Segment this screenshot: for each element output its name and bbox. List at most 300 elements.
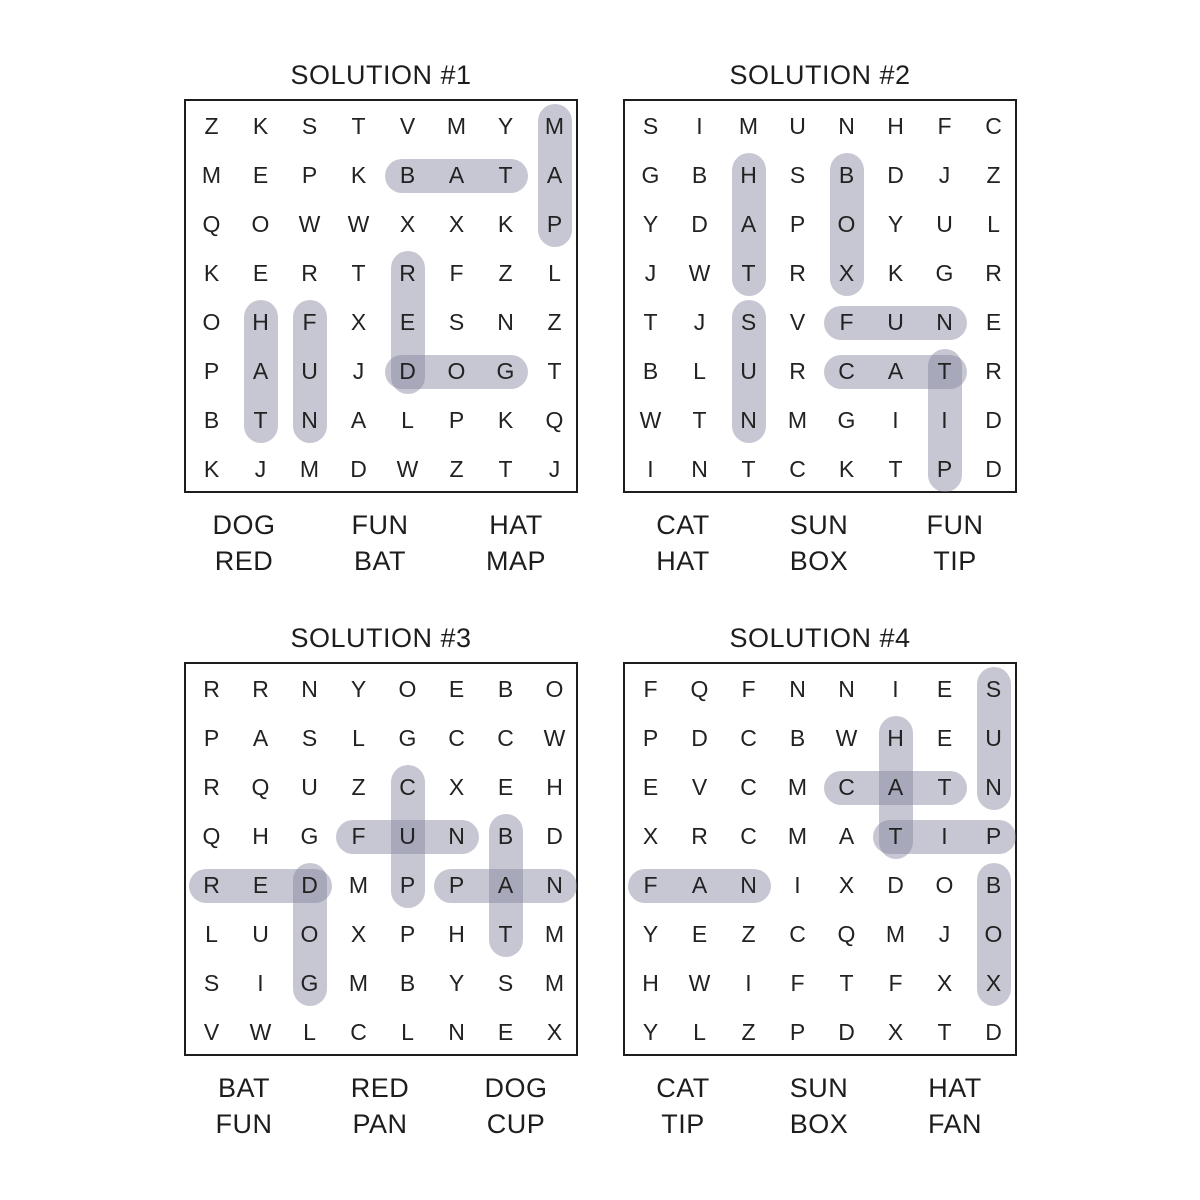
- grid-letter: Q: [837, 921, 856, 947]
- grid-letter: G: [935, 260, 954, 286]
- word-list-column: [325, 1070, 435, 1142]
- word-list-column: [189, 1070, 299, 1142]
- grid-letter: P: [399, 921, 416, 947]
- grid-letter: C: [838, 358, 855, 384]
- grid-letter: C: [740, 725, 757, 751]
- grid-letter: P: [448, 407, 465, 433]
- grid-letter: C: [350, 1019, 367, 1045]
- grid-letter: V: [203, 1019, 220, 1045]
- grid-letter: A: [350, 407, 367, 433]
- grid-letter: D: [985, 407, 1002, 433]
- grid-letter: O: [935, 872, 954, 898]
- grid-letter: Z: [449, 456, 464, 482]
- grid-letter: H: [252, 309, 269, 335]
- grid-letter: R: [789, 260, 806, 286]
- grid-letter: Y: [642, 211, 659, 237]
- grid-letter: T: [498, 921, 513, 947]
- grid-letter: J: [644, 260, 657, 286]
- letter-grid: [623, 99, 1017, 493]
- grid-letter: G: [496, 358, 515, 384]
- grid-letter: B: [985, 872, 1002, 898]
- grid-letter: G: [398, 725, 417, 751]
- grid-letter: X: [887, 1019, 904, 1045]
- word-list: [184, 507, 578, 587]
- grid-letter: Z: [351, 774, 366, 800]
- grid-letter: P: [301, 162, 318, 188]
- grid-letter: U: [740, 358, 757, 384]
- grid-letter: W: [396, 456, 419, 482]
- grid-letter: D: [887, 872, 904, 898]
- grid-letter: H: [887, 725, 904, 751]
- grid-letter: A: [691, 872, 708, 898]
- word-list-item: HAT: [928, 1073, 982, 1103]
- grid-letter: R: [301, 260, 318, 286]
- grid-letter: M: [544, 970, 565, 996]
- grid-letter: Z: [741, 1019, 756, 1045]
- puzzle-title: SOLUTION #3: [290, 623, 472, 653]
- grid-letter: Y: [497, 113, 514, 139]
- grid-letter: W: [298, 211, 321, 237]
- grid-letter: M: [299, 456, 320, 482]
- grid-letter: A: [740, 211, 757, 237]
- grid-letter: T: [253, 407, 268, 433]
- grid-letter: N: [740, 407, 757, 433]
- grid-letter: Y: [350, 676, 367, 702]
- grid-letter: A: [252, 358, 269, 384]
- grid-letter: B: [497, 823, 514, 849]
- grid-letter: D: [887, 162, 904, 188]
- grid-letter: M: [348, 970, 369, 996]
- grid-letter: T: [351, 113, 366, 139]
- grid-letter: T: [741, 456, 756, 482]
- grid-letter: Z: [204, 113, 219, 139]
- word-list-column: [461, 1070, 571, 1142]
- grid-letter: D: [985, 1019, 1002, 1045]
- grid-letter: G: [300, 970, 319, 996]
- word-list-item: HAT: [656, 546, 710, 576]
- word-list-column: [189, 507, 299, 579]
- word-list-column: [764, 507, 874, 579]
- grid-letter: L: [205, 921, 218, 947]
- grid-letter: T: [498, 162, 513, 188]
- letter-grid: [184, 99, 578, 493]
- grid-letter: T: [351, 260, 366, 286]
- grid-letter: Z: [986, 162, 1001, 188]
- word-list-item: TIP: [933, 546, 977, 576]
- grid-letter: N: [838, 676, 855, 702]
- grid-letter: L: [693, 1019, 706, 1045]
- grid-letter: B: [838, 162, 855, 188]
- grid-letter: X: [399, 211, 416, 237]
- grid-letter: C: [740, 774, 757, 800]
- grid-letter: X: [448, 211, 465, 237]
- grid-letter: I: [794, 872, 801, 898]
- grid-letter: S: [448, 309, 465, 335]
- grid-letter: G: [641, 162, 660, 188]
- grid-letter: P: [936, 456, 953, 482]
- grid-letter: M: [446, 113, 467, 139]
- grid-letter: I: [257, 970, 264, 996]
- grid-letter: T: [547, 358, 562, 384]
- grid-letter: B: [789, 725, 806, 751]
- word-list-column: [628, 1070, 738, 1142]
- grid-letter: F: [643, 872, 658, 898]
- grid-letter: X: [350, 921, 367, 947]
- grid-letter: Y: [448, 970, 465, 996]
- grid-letter: P: [448, 872, 465, 898]
- grid-letter: D: [691, 725, 708, 751]
- grid-letter: F: [449, 260, 464, 286]
- grid-letter: Q: [251, 774, 270, 800]
- grid-letter: S: [301, 113, 318, 139]
- grid-letter: F: [790, 970, 805, 996]
- grid-letter: N: [301, 676, 318, 702]
- grid-letter: I: [892, 407, 899, 433]
- grid-letter: O: [837, 211, 856, 237]
- grid-letter: W: [688, 970, 711, 996]
- grid-letter: Z: [498, 260, 513, 286]
- grid-letter: T: [937, 774, 952, 800]
- word-list-item: DOG: [212, 510, 276, 540]
- grid-letter: H: [887, 113, 904, 139]
- puzzle-1: [184, 55, 578, 595]
- grid-letter: B: [203, 407, 220, 433]
- grid-letter: F: [351, 823, 366, 849]
- grid-letter: T: [692, 407, 707, 433]
- grid-letter: E: [399, 309, 416, 335]
- grid-letter: X: [985, 970, 1002, 996]
- grid-letter: I: [941, 407, 948, 433]
- grid-letter: C: [789, 921, 806, 947]
- word-list-item: SUN: [789, 1073, 849, 1103]
- grid-letter: A: [252, 725, 269, 751]
- grid-letter: X: [350, 309, 367, 335]
- grid-letter: H: [740, 162, 757, 188]
- grid-letter: G: [300, 823, 319, 849]
- grid-letter: F: [643, 676, 658, 702]
- grid-letter: Y: [642, 1019, 659, 1045]
- grid-letter: T: [937, 358, 952, 384]
- grid-letter: E: [497, 1019, 514, 1045]
- grid-letter: Z: [547, 309, 562, 335]
- grid-letter: O: [300, 921, 319, 947]
- grid-letter: F: [839, 309, 854, 335]
- grid-letter: C: [789, 456, 806, 482]
- grid-letter: M: [348, 872, 369, 898]
- grid-letter: K: [203, 456, 220, 482]
- grid-letter: R: [399, 260, 416, 286]
- grid-letter: E: [497, 774, 514, 800]
- grid-letter: F: [741, 676, 756, 702]
- grid-letter: K: [887, 260, 904, 286]
- grid-letter: A: [448, 162, 465, 188]
- grid-letter: K: [497, 407, 514, 433]
- grid-letter: Y: [887, 211, 904, 237]
- word-list-item: HAT: [489, 510, 543, 540]
- grid-letter: F: [937, 113, 952, 139]
- grid-letter: B: [399, 970, 416, 996]
- grid-letter: U: [301, 358, 318, 384]
- grid-letter: I: [647, 456, 654, 482]
- word-list-item: RED: [350, 1073, 410, 1103]
- word-list-item: FUN: [215, 1109, 273, 1139]
- grid-letter: W: [249, 1019, 272, 1045]
- grid-letter: R: [203, 774, 220, 800]
- grid-letter: I: [696, 113, 703, 139]
- grid-letter: A: [838, 823, 855, 849]
- word-list: [623, 1070, 1017, 1150]
- grid-letter: R: [985, 260, 1002, 286]
- grid-letter: T: [498, 456, 513, 482]
- grid-letter: E: [252, 872, 269, 898]
- word-list: [184, 1070, 578, 1150]
- grid-letter: R: [789, 358, 806, 384]
- word-list-item: CAT: [656, 510, 710, 540]
- word-list-item: PAN: [352, 1109, 408, 1139]
- grid-letter: R: [691, 823, 708, 849]
- grid-letter: C: [740, 823, 757, 849]
- grid-letter: Q: [202, 823, 221, 849]
- grid-letter: X: [838, 260, 855, 286]
- grid-letter: X: [546, 1019, 563, 1045]
- puzzle-2: [623, 55, 1017, 595]
- grid-letter: M: [201, 162, 222, 188]
- grid-letter: Z: [741, 921, 756, 947]
- word-list-item: DOG: [484, 1073, 548, 1103]
- grid-letter: R: [985, 358, 1002, 384]
- word-list-item: FAN: [927, 1109, 982, 1139]
- grid-letter: E: [936, 725, 953, 751]
- grid-letter: W: [543, 725, 566, 751]
- grid-letter: H: [252, 823, 269, 849]
- grid-letter: H: [448, 921, 465, 947]
- grid-letter: J: [938, 921, 951, 947]
- grid-letter: L: [987, 211, 1000, 237]
- grid-letter: O: [398, 676, 417, 702]
- grid-letter: X: [642, 823, 659, 849]
- grid-letter: M: [885, 921, 906, 947]
- grid-letter: N: [740, 872, 757, 898]
- word-list-column: [628, 507, 738, 579]
- grid-letter: F: [302, 309, 317, 335]
- grid-letter: P: [985, 823, 1002, 849]
- grid-letter: S: [301, 725, 318, 751]
- grid-letter: N: [448, 1019, 465, 1045]
- grid-letter: M: [738, 113, 759, 139]
- word-list-item: FUN: [351, 510, 409, 540]
- grid-letter: P: [789, 211, 806, 237]
- grid-letter: I: [941, 823, 948, 849]
- grid-letter: N: [448, 823, 465, 849]
- grid-letter: U: [789, 113, 806, 139]
- grid-letter: X: [936, 970, 953, 996]
- grid-letter: D: [838, 1019, 855, 1045]
- grid-letter: N: [546, 872, 563, 898]
- grid-letter: N: [691, 456, 708, 482]
- puzzle-title: SOLUTION #4: [729, 623, 911, 653]
- grid-letter: R: [203, 872, 220, 898]
- grid-letter: C: [497, 725, 514, 751]
- grid-letter: J: [938, 162, 951, 188]
- grid-letter: Q: [690, 676, 709, 702]
- grid-letter: J: [254, 456, 267, 482]
- grid-letter: R: [252, 676, 269, 702]
- grid-letter: U: [887, 309, 904, 335]
- grid-letter: T: [888, 456, 903, 482]
- grid-letter: W: [835, 725, 858, 751]
- grid-letter: M: [787, 774, 808, 800]
- grid-letter: M: [544, 921, 565, 947]
- grid-letter: W: [639, 407, 662, 433]
- grid-letter: L: [401, 407, 414, 433]
- word-list-item: CAT: [656, 1073, 710, 1103]
- grid-letter: E: [642, 774, 659, 800]
- grid-letter: V: [789, 309, 806, 335]
- grid-letter: O: [545, 676, 564, 702]
- grid-letter: D: [546, 823, 563, 849]
- grid-letter: D: [350, 456, 367, 482]
- grid-letter: I: [745, 970, 752, 996]
- word-list-item: TIP: [661, 1109, 705, 1139]
- grid-letter: W: [688, 260, 711, 286]
- grid-letter: E: [252, 260, 269, 286]
- grid-letter: L: [693, 358, 706, 384]
- grid-letter: Y: [642, 921, 659, 947]
- grid-letter: L: [548, 260, 561, 286]
- word-list-item: SUN: [789, 510, 849, 540]
- grid-letter: U: [985, 725, 1002, 751]
- grid-letter: P: [203, 358, 220, 384]
- grid-letter: A: [546, 162, 563, 188]
- word-list-column: [900, 1070, 1010, 1142]
- grid-letter: S: [740, 309, 757, 335]
- grid-letter: F: [888, 970, 903, 996]
- puzzle-title: SOLUTION #2: [729, 60, 911, 90]
- grid-letter: K: [350, 162, 367, 188]
- grid-letter: M: [787, 407, 808, 433]
- word-list-column: [461, 507, 571, 579]
- grid-letter: S: [642, 113, 659, 139]
- grid-letter: K: [497, 211, 514, 237]
- grid-letter: H: [642, 970, 659, 996]
- grid-letter: C: [985, 113, 1002, 139]
- puzzle-4: [623, 618, 1017, 1158]
- grid-letter: D: [399, 358, 416, 384]
- grid-letter: P: [399, 872, 416, 898]
- word-list-item: BOX: [789, 546, 849, 576]
- grid-letter: X: [448, 774, 465, 800]
- grid-letter: W: [347, 211, 370, 237]
- grid-letter: V: [691, 774, 708, 800]
- word-list-item: BOX: [789, 1109, 849, 1139]
- grid-letter: N: [497, 309, 514, 335]
- letter-grid: [623, 662, 1017, 1056]
- grid-letter: E: [985, 309, 1002, 335]
- grid-letter: U: [252, 921, 269, 947]
- letter-grid: [184, 662, 578, 1056]
- word-list-item: RED: [214, 546, 274, 576]
- grid-letter: A: [887, 358, 904, 384]
- grid-letter: P: [546, 211, 563, 237]
- grid-letter: Q: [202, 211, 221, 237]
- grid-letter: S: [203, 970, 220, 996]
- grid-letter: S: [789, 162, 806, 188]
- grid-letter: C: [399, 774, 416, 800]
- grid-letter: O: [202, 309, 221, 335]
- grid-letter: U: [399, 823, 416, 849]
- grid-letter: A: [887, 774, 904, 800]
- grid-letter: E: [691, 921, 708, 947]
- grid-letter: E: [252, 162, 269, 188]
- grid-letter: G: [837, 407, 856, 433]
- grid-letter: K: [203, 260, 220, 286]
- grid-letter: V: [399, 113, 416, 139]
- grid-letter: K: [252, 113, 269, 139]
- grid-letter: D: [985, 456, 1002, 482]
- grid-letter: R: [203, 676, 220, 702]
- grid-letter: B: [691, 162, 708, 188]
- grid-letter: N: [838, 113, 855, 139]
- word-list-item: FUN: [926, 510, 984, 540]
- grid-letter: L: [303, 1019, 316, 1045]
- grid-letter: O: [447, 358, 466, 384]
- grid-letter: Q: [545, 407, 564, 433]
- grid-letter: C: [448, 725, 465, 751]
- word-list-item: BAT: [217, 1073, 270, 1103]
- grid-letter: N: [301, 407, 318, 433]
- grid-letter: T: [741, 260, 756, 286]
- grid-letter: E: [936, 676, 953, 702]
- grid-letter: A: [497, 872, 514, 898]
- word-list-item: MAP: [485, 546, 546, 576]
- grid-letter: J: [693, 309, 706, 335]
- grid-letter: U: [301, 774, 318, 800]
- word-list-column: [325, 507, 435, 579]
- grid-letter: P: [203, 725, 220, 751]
- puzzle-3: [184, 618, 578, 1158]
- grid-letter: D: [301, 872, 318, 898]
- grid-letter: M: [544, 113, 565, 139]
- word-list-column: [764, 1070, 874, 1142]
- word-list: [623, 507, 1017, 587]
- grid-letter: J: [352, 358, 365, 384]
- grid-letter: X: [838, 872, 855, 898]
- word-list-item: CUP: [486, 1109, 546, 1139]
- grid-letter: K: [838, 456, 855, 482]
- grid-letter: N: [789, 676, 806, 702]
- grid-letter: D: [691, 211, 708, 237]
- grid-letter: B: [642, 358, 659, 384]
- grid-letter: T: [888, 823, 903, 849]
- grid-letter: T: [643, 309, 658, 335]
- grid-letter: N: [985, 774, 1002, 800]
- word-list-column: [900, 507, 1010, 579]
- word-list-item: BAT: [353, 546, 406, 576]
- grid-letter: O: [251, 211, 270, 237]
- grid-letter: E: [448, 676, 465, 702]
- grid-letter: O: [984, 921, 1003, 947]
- grid-letter: B: [497, 676, 514, 702]
- grid-letter: P: [642, 725, 659, 751]
- grid-letter: C: [838, 774, 855, 800]
- grid-letter: L: [401, 1019, 414, 1045]
- grid-letter: H: [546, 774, 563, 800]
- grid-letter: S: [985, 676, 1002, 702]
- grid-letter: L: [352, 725, 365, 751]
- puzzle-title: SOLUTION #1: [290, 60, 472, 90]
- grid-letter: U: [936, 211, 953, 237]
- grid-letter: J: [548, 456, 561, 482]
